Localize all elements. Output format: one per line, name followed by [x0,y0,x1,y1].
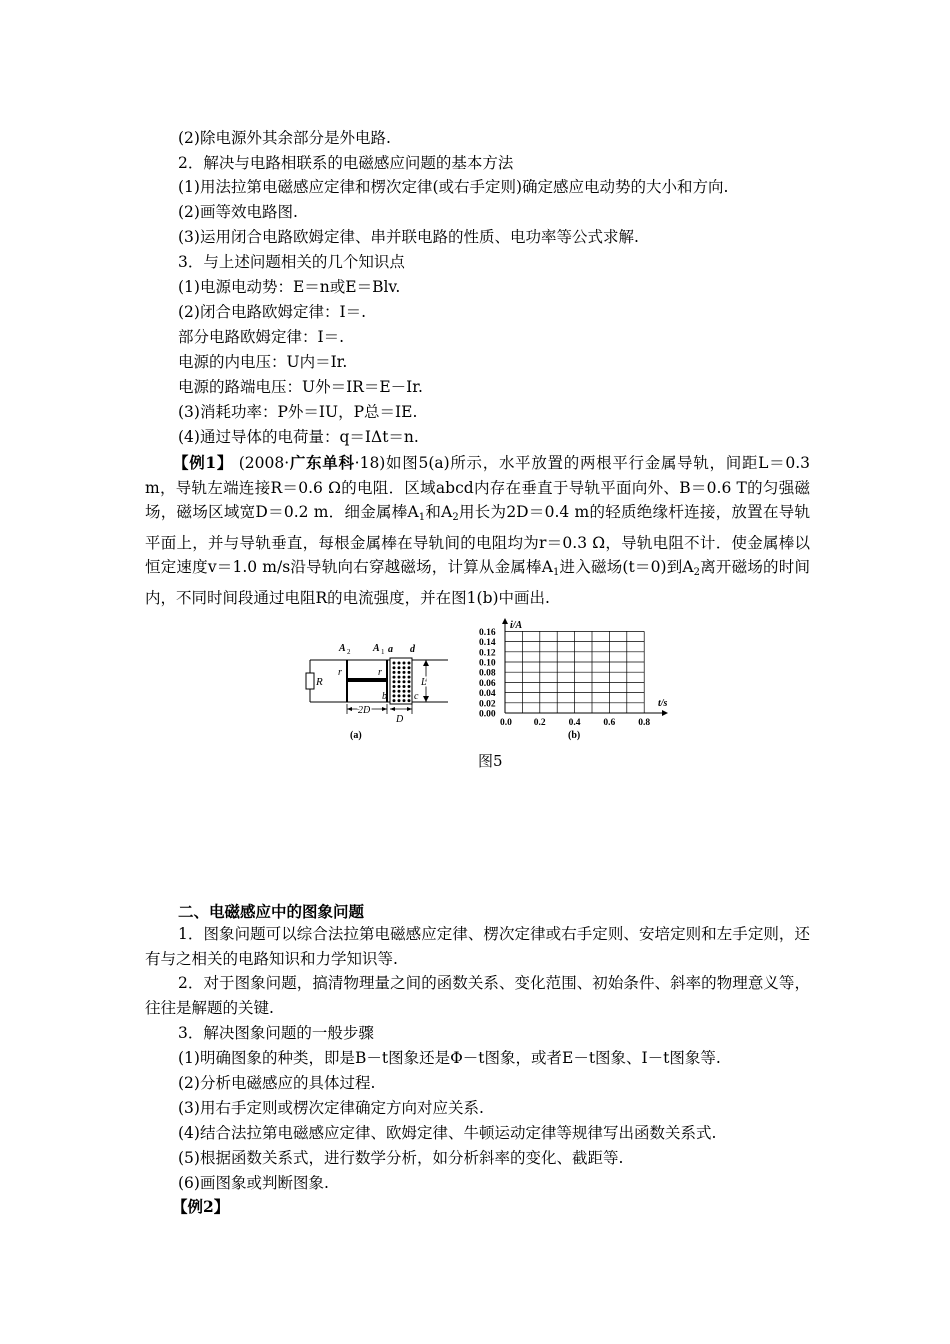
field-dot [403,685,406,688]
text-line: (2)画等效电路图. [178,203,298,221]
field-dot [398,662,401,665]
figure-b-grid [479,618,668,741]
text-line: (1)明确图象的种类，即是B－t图象还是Φ－t图象，或者E－t图象、I－t图象等. [178,1049,721,1067]
field-dot [403,671,406,674]
resistor-symbol [306,673,314,689]
field-dot [398,699,401,702]
example1-text: (2008· [233,454,290,472]
label-A1: A [373,643,380,654]
x-tick-labels [500,718,650,728]
figure-a-circuit [306,643,448,741]
y-tick-label: 0.10 [479,658,496,669]
label-a: a [388,644,393,655]
field-dot [398,685,401,688]
text-line: (6)画图象或判断图象. [178,1174,329,1192]
section-heading: 二、电磁感应中的图象问题 [178,902,365,921]
text-line: (2)闭合电路欧姆定律：I＝. [178,303,367,321]
x-tick-label: 0.8 [638,718,651,728]
field-dot [398,694,401,697]
field-dot [408,666,411,669]
y-tick-label: 0.02 [479,699,496,710]
y-tick-label: 0.14 [479,638,496,649]
field-dot [393,685,396,688]
field-dot [408,699,411,702]
text-line: (3)用右手定则或楞次定律确定方向对应关系. [178,1099,484,1117]
text-line: (1)电源电动势：E＝n或E＝Blv. [178,278,401,296]
example2-label: 【例2】 [172,1197,230,1216]
x-axis-label: t/s [658,698,668,709]
label-b: b [382,691,387,702]
field-dot [393,694,396,697]
y-tick-labels [479,628,496,720]
field-dot [408,662,411,665]
text-line: (5)根据函数关系式，进行数学分析，如分析斜率的变化、截距等. [178,1149,624,1167]
text-line: (1)用法拉第电磁感应定律和楞次定律(或右手定则)确定感应电动势的大小和方向. [178,178,729,196]
figure-5 [300,618,680,753]
field-dot [403,690,406,693]
label-c: c [414,691,419,702]
label-A1-sub: 1 [381,648,385,656]
example1-text: 用长为2D＝0.4 m的轻质绝缘杆连接，放置在导轨平面上，并与导轨垂直，每根金属棒在导轨间的电阻均为r＝0.3 Ω，导轨电阻不计．使金属棒以恒定速度v＝1.0 m/s沿导轨向右穿越磁场，计算从金属棒A [145,503,810,576]
subscript: 2 [693,567,700,578]
label-R: R [316,676,323,688]
text-line: 部分电路欧姆定律：I＝. [178,328,345,346]
field-dot [408,671,411,674]
text-line: (4)结合法拉第电磁感应定律、欧姆定律、牛顿运动定律等规律写出函数关系式. [178,1124,717,1142]
label-r-A2: r [338,667,342,678]
field-dot [398,676,401,679]
label-figure-a: (a) [350,730,362,741]
text-line: (3)运用闭合电路欧姆定律、串并联电路的性质、电功率等公式求解. [178,228,639,246]
x-tick-label: 0.6 [603,718,616,728]
example1-source: 广东单科 [289,453,355,472]
section2-paragraph-2: 2．对于图象问题，搞清物理量之间的函数关系、变化范围、初始条件、斜率的物理意义等，往往是解题的关键. [145,974,810,1017]
field-dot [408,694,411,697]
text-line: (2)除电源外其余部分是外电路. [178,129,391,147]
section2-paragraph-1: 1．图象问题可以综合法拉第电磁感应定律、楞次定律或右手定则、安培定则和左手定则，还有与之相关的电路知识和力学知识等. [145,925,810,968]
field-dot [408,676,411,679]
field-dot [398,680,401,683]
label-r-A1: r [378,667,382,678]
label-d: d [410,644,415,655]
y-tick-label: 0.06 [479,678,496,689]
figure-caption: 图5 [478,752,503,770]
example1-text: ·18)如图5(a)所示，水平放置的两根平行金属导轨，间距L＝0.3 m，导轨左端连接R＝0.6 Ω的电阻．区域abcd内存在垂直于导轨平面向外、B＝0.6 T的匀强磁场，磁场区域宽D＝0.2 m．细金属棒A [145,454,810,521]
label-figure-b: (b) [568,730,581,741]
field-dot [393,680,396,683]
example1-text: 进入磁场(t＝0)到A [559,558,694,576]
text-line: (2)分析电磁感应的具体过程. [178,1074,376,1092]
x-tick-label: 0.4 [568,718,581,728]
y-tick-label: 0.12 [479,648,496,659]
field-dot [393,662,396,665]
field-dot [403,694,406,697]
grid-lines [505,631,644,713]
field-dot [408,690,411,693]
text-line: (4)通过导体的电荷量：q＝IΔt＝n. [178,428,419,446]
field-dot [408,680,411,683]
x-tick-label: 0.0 [500,718,512,728]
insulating-rod [347,678,387,682]
example1-text: 和A [425,503,453,521]
field-dot [398,690,401,693]
label-A2-sub: 2 [347,648,351,656]
y-tick-label: 0.04 [479,689,496,700]
example1-text: 离开磁场的时间内，不同时间段通过电阻R的电流强度，并在图1(b)中画出. [145,558,810,607]
field-dot [403,662,406,665]
field-dot [393,699,396,702]
field-dot [403,666,406,669]
field-dot [393,671,396,674]
y-tick-label: 0.08 [479,668,496,679]
x-tick-label: 0.2 [533,718,546,728]
field-dot [393,666,396,669]
text-line: 电源的路端电压：U外＝IR＝E－Ir. [178,378,423,396]
label-L: L [421,677,427,688]
field-dot [403,699,406,702]
subscript: 1 [552,567,560,578]
y-tick-label: 0.16 [479,627,496,638]
field-dot [393,676,396,679]
text-line: 2．解决与电路相联系的电磁感应问题的基本方法 [178,154,514,172]
text-line: 3．与上述问题相关的几个知识点 [178,253,405,271]
example1-label: 【例1】 [173,453,234,472]
y-tick-label: 0.00 [479,709,496,720]
field-dot [398,671,401,674]
example1-paragraph [145,451,810,610]
label-D: D [396,714,404,725]
text-line: 电源的内电压：U内＝Ir. [178,353,348,371]
field-dot [393,690,396,693]
field-dot [398,666,401,669]
field-dot [403,676,406,679]
subscript: 1 [418,512,426,523]
field-dot [408,685,411,688]
label-A2: A [339,643,346,654]
text-line: 3．解决图象问题的一般步骤 [178,1024,374,1042]
subscript: 2 [452,512,459,523]
y-axis-label: i/A [510,620,523,631]
field-dot [403,680,406,683]
text-line: (3)消耗功率：P外＝IU，P总＝IE. [178,403,418,421]
label-2D: 2D [358,705,371,716]
